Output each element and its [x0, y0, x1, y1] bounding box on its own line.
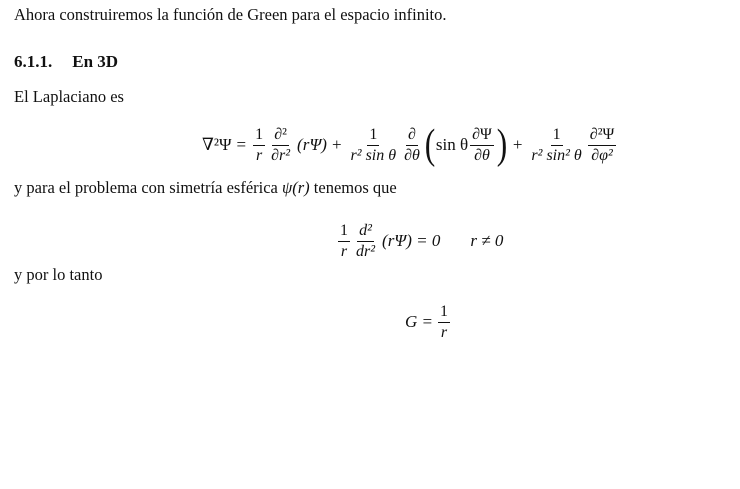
spherical-paragraph — [14, 178, 397, 198]
radial-condition: r ≠ 0 — [470, 231, 504, 250]
term2-deriv-denominator: ∂θ — [404, 146, 420, 164]
radial-deriv-numerator: d² — [357, 222, 374, 242]
green-denominator: r — [440, 323, 448, 341]
section-number: 6.1.1. — [14, 52, 53, 71]
term1-coef-numerator: 1 — [253, 126, 265, 146]
term2-deriv-numerator: ∂ — [406, 126, 418, 146]
term3-derivative — [588, 126, 617, 164]
section-heading — [14, 52, 118, 72]
spherical-symbol: ψ(r) — [282, 178, 310, 197]
green-numerator: 1 — [438, 303, 450, 323]
term2-derivative — [402, 126, 422, 164]
term1-coefficient — [253, 126, 265, 164]
term3-deriv-denominator: ∂φ² — [591, 146, 613, 164]
green-fraction — [438, 303, 450, 341]
radial-coefficient — [338, 222, 350, 260]
term1-coef-denominator: r — [255, 146, 263, 164]
term1-deriv-denominator: ∂r² — [271, 146, 291, 164]
right-paren: ) — [496, 122, 508, 168]
laplacian-lhs: ∇²Ψ — [202, 135, 232, 154]
section-title: En 3D — [72, 52, 119, 71]
term3-coefficient — [529, 126, 583, 164]
term1-derivative — [269, 126, 292, 164]
term3-coef-denominator: r² sin² θ — [531, 146, 582, 164]
laplacian-equation — [202, 120, 618, 170]
term3-deriv-numerator: ∂²Ψ — [588, 126, 617, 146]
laplacian-intro-paragraph: El Laplaciano es — [14, 87, 124, 106]
intro-paragraph: Ahora construiremos la función de Green para el espacio infinito. — [14, 5, 447, 24]
radial-argument: (rΨ) = 0 — [382, 231, 441, 250]
term1-deriv-numerator: ∂² — [272, 126, 289, 146]
term2-inner-numerator: ∂Ψ — [470, 126, 494, 146]
radial-derivative — [354, 222, 377, 260]
term2-coef-denominator: r² sin θ — [350, 146, 397, 164]
plus-sign-2: + — [512, 135, 523, 154]
laplacian-equals: = — [236, 135, 247, 154]
term3-coef-numerator: 1 — [551, 126, 563, 146]
green-equation — [405, 300, 452, 344]
term2-coefficient — [349, 126, 399, 164]
term2-inner-derivative — [470, 126, 494, 164]
therefore-paragraph: y por lo tanto — [14, 265, 103, 284]
term2-inner-denominator: ∂θ — [474, 146, 490, 164]
plus-sign-1: + — [331, 135, 342, 154]
term2-coef-numerator: 1 — [367, 126, 379, 146]
radial-equation — [336, 219, 503, 263]
radial-coef-numerator: 1 — [338, 222, 350, 242]
radial-deriv-denominator: dr² — [356, 242, 376, 260]
term2-inner-prefix: sin θ — [435, 135, 469, 154]
spherical-suffix: tenemos que — [313, 178, 397, 197]
green-lhs: G = — [405, 312, 433, 331]
left-paren: ( — [424, 122, 436, 168]
spherical-prefix: y para el problema con simetría esférica — [14, 178, 278, 197]
term1-argument: (rΨ) — [297, 135, 327, 154]
radial-coef-denominator: r — [340, 242, 348, 260]
